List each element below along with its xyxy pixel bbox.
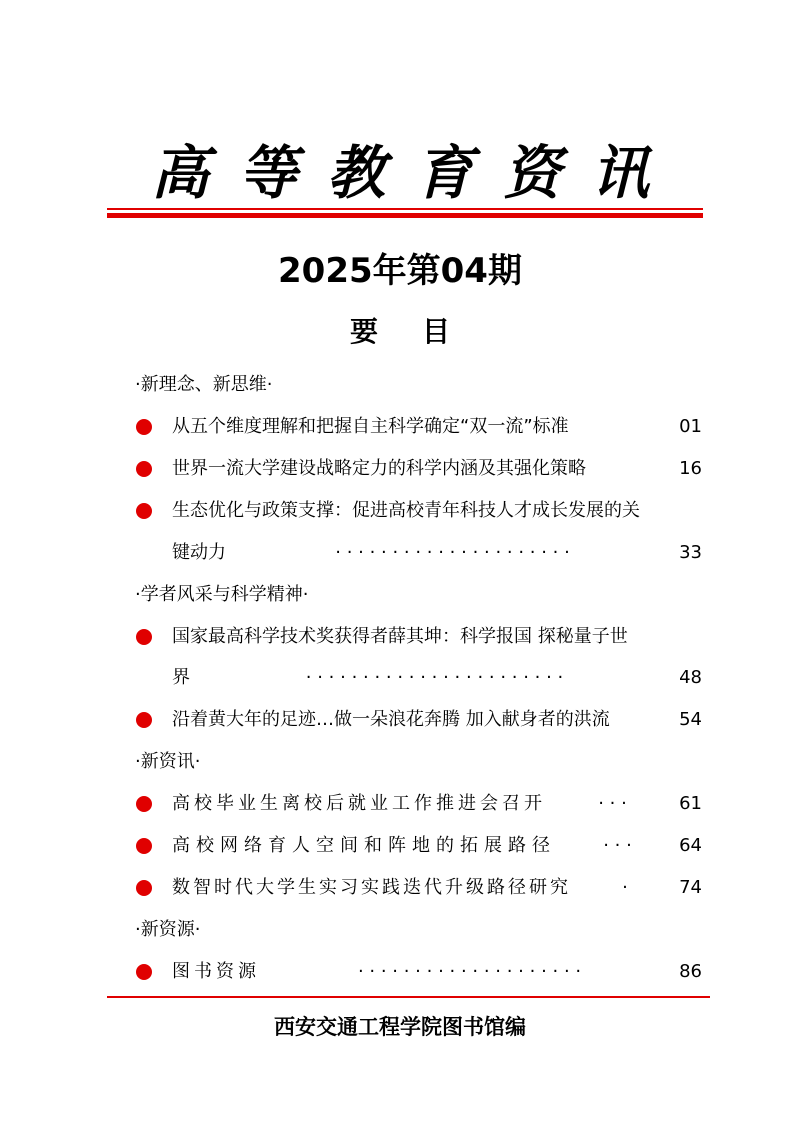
toc-entry[interactable] <box>172 829 702 863</box>
issue-number: 2025年第04期 <box>278 251 522 291</box>
toc-entry-continuation[interactable] <box>172 661 702 695</box>
toc-entry-title: 图书资源 <box>172 961 260 982</box>
toc-entry-page: 61 <box>679 793 702 814</box>
toc-entry-title-cont: 界 <box>172 667 190 688</box>
toc-entry-title: 从五个维度理解和把握自主科学确定“双一流”标准 <box>172 416 569 437</box>
toc-entry-page: 33 <box>679 542 702 563</box>
toc-entry-page: 54 <box>679 709 702 730</box>
section-heading: ·学者风采与科学精神· <box>135 584 309 605</box>
section-heading: ·新理念、新思维· <box>135 374 273 395</box>
toc-entry-page: 86 <box>679 961 702 982</box>
masthead-title: 高等教育资讯 <box>150 139 679 207</box>
leader-dots: · · · <box>598 793 627 814</box>
toc-entry[interactable] <box>172 703 702 737</box>
toc-entry-page: 48 <box>679 667 702 688</box>
bullet-icon <box>136 796 152 812</box>
footer-rule <box>107 996 710 998</box>
masthead-rule-thick <box>107 213 703 218</box>
toc-entry[interactable] <box>172 787 702 821</box>
toc-entry-title: 高校毕业生离校后就业工作推进会召开 <box>172 793 546 814</box>
toc-entry-page: 74 <box>679 877 702 898</box>
toc-entry-title: 数智时代大学生实习实践迭代升级路径研究 <box>172 877 571 898</box>
toc-entry[interactable] <box>172 452 702 486</box>
toc-entry[interactable] <box>172 410 702 444</box>
masthead-rule-thin <box>107 208 703 210</box>
section-heading: ·新资源· <box>135 919 201 940</box>
bullet-icon <box>136 461 152 477</box>
toc-entry-page: 16 <box>679 458 702 479</box>
toc-entry-page: 01 <box>679 416 702 437</box>
toc-entry-title: 生态优化与政策支撑：促进高校青年科技人才成长发展的关 <box>172 500 640 521</box>
toc-entry[interactable] <box>172 620 702 654</box>
bullet-icon <box>136 712 152 728</box>
publisher-footer: 西安交通工程学院图书馆编 <box>274 1015 526 1039</box>
toc-entry[interactable] <box>172 955 702 989</box>
bullet-icon <box>136 880 152 896</box>
toc-entry-title: 国家最高科学技术奖获得者薛其坤：科学报国 探秘量子世 <box>172 626 628 647</box>
leader-dots: · · · · · · · · · · · · · · · · · · · · · <box>335 542 570 563</box>
bullet-icon <box>136 419 152 435</box>
leader-dots: · · · <box>603 835 632 856</box>
bullet-icon <box>136 964 152 980</box>
toc-entry-page: 64 <box>679 835 702 856</box>
bullet-icon <box>136 503 152 519</box>
bullet-icon <box>136 629 152 645</box>
section-heading: ·新资讯· <box>135 751 201 772</box>
toc-entry-title: 高校网络育人空间和阵地的拓展路径 <box>172 835 556 856</box>
toc-entry[interactable] <box>172 871 702 905</box>
toc-entry-title-cont: 键动力 <box>172 542 226 563</box>
bullet-icon <box>136 838 152 854</box>
toc-entry-title: 沿着黄大年的足迹…做一朵浪花奔腾 加入献身者的洪流 <box>172 709 610 730</box>
toc-entry[interactable] <box>172 494 702 528</box>
toc-title: 要目 <box>349 315 494 348</box>
leader-dots: · · · · · · · · · · · · · · · · · · · · · · · <box>305 667 564 688</box>
toc-entry-continuation[interactable] <box>172 536 702 570</box>
toc-entry-title: 世界一流大学建设战略定力的科学内涵及其强化策略 <box>172 458 586 479</box>
leader-dots: · · · · · · · · · · · · · · · · · · · · <box>357 961 582 982</box>
leader-dots: · <box>622 877 628 898</box>
